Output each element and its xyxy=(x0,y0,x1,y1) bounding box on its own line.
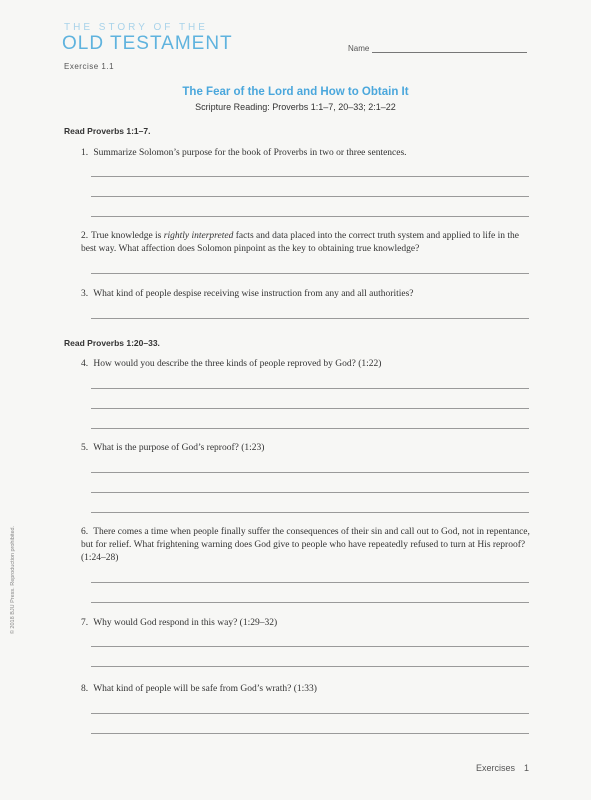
question-2 xyxy=(81,230,531,256)
answer-line[interactable] xyxy=(91,318,529,319)
answer-line[interactable] xyxy=(91,472,529,473)
question-text: What kind of people despise receiving wise instruction from any and all authorities? xyxy=(93,289,414,299)
question-number: 5. xyxy=(81,443,89,453)
book-title: OLD TESTAMENT xyxy=(62,33,233,54)
answer-line[interactable] xyxy=(91,216,529,217)
question-text: What kind of people will be safe from God’s wrath? (1:33) xyxy=(93,684,317,694)
section-heading: Read Proverbs 1:20–33. xyxy=(64,338,160,348)
answer-line[interactable] xyxy=(91,666,529,667)
series-title: THE STORY OF THE xyxy=(64,22,208,33)
page-footer xyxy=(476,763,529,773)
answer-line[interactable] xyxy=(91,408,529,409)
question-text: How would you describe the three kinds of people reproved by God? (1:22) xyxy=(93,359,382,369)
answer-line[interactable] xyxy=(91,602,529,603)
question-number: 7. xyxy=(81,618,89,628)
answer-line[interactable] xyxy=(91,492,529,493)
answer-line[interactable] xyxy=(91,733,529,734)
page-number: 1 xyxy=(524,763,530,773)
question-number: 2. xyxy=(81,231,89,241)
question-text: facts and data placed into the correct truth system and applied to life in the best way. What affection does Solomon pinpoint as the key to obtaining true knowledge? xyxy=(81,231,520,254)
question-4 xyxy=(81,358,531,371)
question-text: True knowledge is xyxy=(91,231,164,241)
answer-line[interactable] xyxy=(91,176,529,177)
question-number: 4. xyxy=(81,359,89,369)
answer-line[interactable] xyxy=(91,646,529,647)
question-number: 6. xyxy=(81,527,89,537)
answer-line[interactable] xyxy=(91,196,529,197)
footer-label: Exercises xyxy=(476,763,516,773)
scripture-reading: Scripture Reading: Proverbs 1:1–7, 20–33; 2:1–22 xyxy=(195,102,396,112)
answer-line[interactable] xyxy=(91,582,529,583)
question-text: What is the purpose of God’s reproof? (1:23) xyxy=(93,443,265,453)
question-number: 8. xyxy=(81,684,89,694)
page-title: The Fear of the Lord and How to Obtain It xyxy=(182,86,409,98)
section-heading: Read Proverbs 1:1–7. xyxy=(64,126,151,136)
name-label: Name xyxy=(348,44,370,53)
copyright-notice: © 2018 BJU Press. Reproduction prohibited. xyxy=(10,525,16,635)
question-1 xyxy=(81,147,531,160)
answer-line[interactable] xyxy=(91,428,529,429)
question-number: 1. xyxy=(81,148,89,158)
question-text: There comes a time when people finally suffer the consequences of their sin and call out to God, not in repentance, but for relief. What frightening warning does God give to people who have repeatedly refused to turn at His reproof? (1:24–28) xyxy=(81,527,530,563)
question-text: Summarize Solomon’s purpose for the book of Proverbs in two or three sentences. xyxy=(93,148,407,158)
question-emphasis: rightly interpreted xyxy=(163,231,234,241)
answer-line[interactable] xyxy=(91,388,529,389)
question-number: 3. xyxy=(81,289,89,299)
exercise-number: Exercise 1.1 xyxy=(64,62,115,71)
question-text: Why would God respond in this way? (1:29–32) xyxy=(93,618,278,628)
question-8 xyxy=(81,683,531,696)
question-3 xyxy=(81,288,531,301)
answer-line[interactable] xyxy=(91,713,529,714)
question-5 xyxy=(81,442,531,455)
name-field-line[interactable] xyxy=(372,52,527,53)
answer-line[interactable] xyxy=(91,273,529,274)
question-7 xyxy=(81,617,531,630)
answer-line[interactable] xyxy=(91,512,529,513)
question-6 xyxy=(81,526,531,565)
